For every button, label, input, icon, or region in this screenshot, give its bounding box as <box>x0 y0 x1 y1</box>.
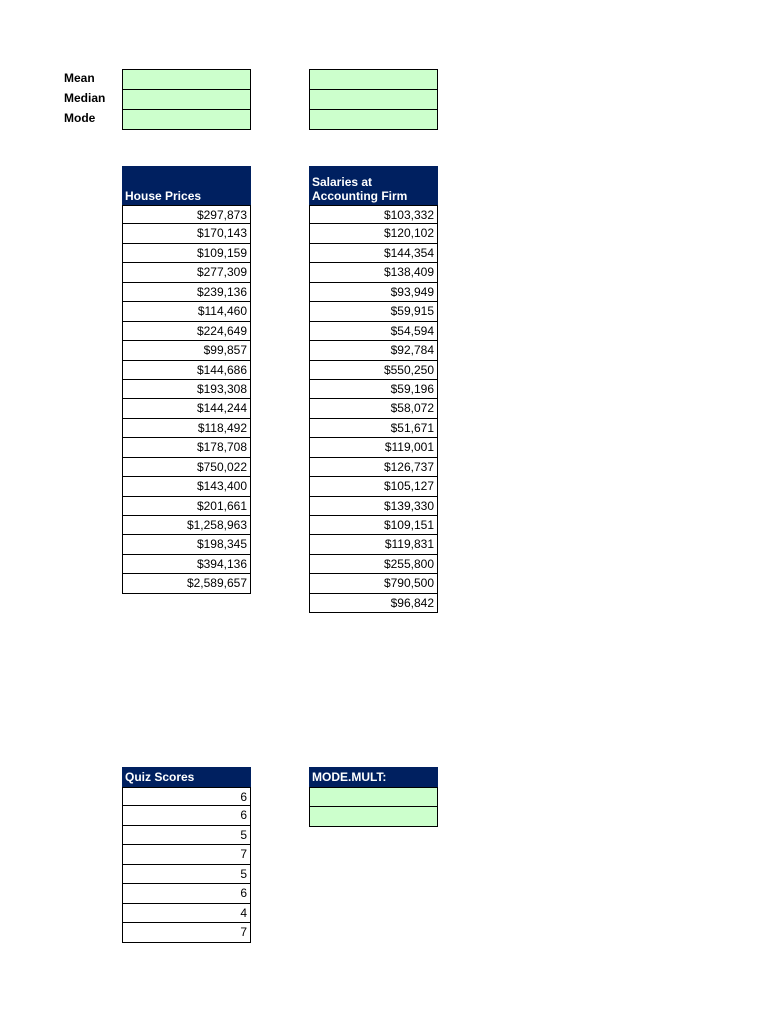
house-price-cell[interactable]: $394,136 <box>122 555 251 574</box>
salary-cell[interactable]: $119,001 <box>309 438 438 457</box>
salary-cell[interactable]: $139,330 <box>309 497 438 516</box>
house-price-cell[interactable]: $118,492 <box>122 419 251 438</box>
house-price-cell[interactable]: $143,400 <box>122 477 251 496</box>
house-price-cell[interactable]: $277,309 <box>122 263 251 282</box>
salary-cell[interactable]: $144,354 <box>309 244 438 263</box>
house-price-cell[interactable]: $1,258,963 <box>122 516 251 535</box>
house-price-cell[interactable]: $750,022 <box>122 458 251 477</box>
house-price-cell[interactable]: $2,589,657 <box>122 574 251 593</box>
house-price-cell[interactable]: $178,708 <box>122 438 251 457</box>
quiz-scores-header: Quiz Scores <box>122 767 251 787</box>
salaries-header-text: Salaries at Accounting Firm <box>312 175 408 203</box>
salaries-list <box>309 205 438 613</box>
house-price-cell[interactable]: $297,873 <box>122 205 251 224</box>
salary-cell[interactable]: $550,250 <box>309 361 438 380</box>
house-price-cell[interactable]: $193,308 <box>122 380 251 399</box>
mean-label: Mean <box>64 71 95 85</box>
salary-cell[interactable]: $59,915 <box>309 302 438 321</box>
quiz-scores-list <box>122 787 251 943</box>
salary-cell[interactable]: $51,671 <box>309 419 438 438</box>
house-prices-list <box>122 205 251 594</box>
house-price-cell[interactable]: $198,345 <box>122 535 251 554</box>
salary-cell[interactable]: $255,800 <box>309 555 438 574</box>
house-median-cell[interactable] <box>122 89 251 110</box>
house-price-cell[interactable]: $239,136 <box>122 283 251 302</box>
mode-mult-header: MODE.MULT: <box>309 767 438 787</box>
salary-cell[interactable]: $92,784 <box>309 341 438 360</box>
quiz-score-cell[interactable]: 7 <box>122 923 251 942</box>
quiz-score-cell[interactable]: 6 <box>122 884 251 903</box>
salary-cell[interactable]: $138,409 <box>309 263 438 282</box>
quiz-score-cell[interactable]: 6 <box>122 806 251 825</box>
salary-cell[interactable]: $96,842 <box>309 594 438 613</box>
salary-cell[interactable]: $790,500 <box>309 574 438 593</box>
quiz-score-cell[interactable]: 5 <box>122 865 251 884</box>
quiz-score-cell[interactable]: 7 <box>122 845 251 864</box>
mode-mult-cell-1[interactable] <box>309 787 438 808</box>
house-price-cell[interactable]: $109,159 <box>122 244 251 263</box>
mode-mult-cell-2[interactable] <box>309 806 438 827</box>
house-price-cell[interactable]: $170,143 <box>122 224 251 243</box>
house-price-cell[interactable]: $144,244 <box>122 399 251 418</box>
salary-cell[interactable]: $120,102 <box>309 224 438 243</box>
salary-mode-cell[interactable] <box>309 109 438 130</box>
salary-cell[interactable]: $54,594 <box>309 322 438 341</box>
salary-cell[interactable]: $126,737 <box>309 458 438 477</box>
median-label: Median <box>64 91 106 105</box>
salary-cell[interactable]: $93,949 <box>309 283 438 302</box>
house-price-cell[interactable]: $201,661 <box>122 497 251 516</box>
salary-cell[interactable]: $58,072 <box>309 399 438 418</box>
salary-cell[interactable]: $59,196 <box>309 380 438 399</box>
quiz-score-cell[interactable]: 6 <box>122 787 251 806</box>
house-mean-cell[interactable] <box>122 69 251 90</box>
salary-cell[interactable]: $119,831 <box>309 535 438 554</box>
house-mode-cell[interactable] <box>122 109 251 130</box>
salary-cell[interactable]: $103,332 <box>309 205 438 224</box>
house-prices-header <box>122 166 251 206</box>
mode-label: Mode <box>64 111 96 125</box>
house-price-cell[interactable]: $144,686 <box>122 361 251 380</box>
quiz-score-cell[interactable]: 4 <box>122 904 251 923</box>
salary-median-cell[interactable] <box>309 89 438 110</box>
salaries-header <box>309 166 438 206</box>
quiz-score-cell[interactable]: 5 <box>122 826 251 845</box>
house-price-cell[interactable]: $114,460 <box>122 302 251 321</box>
salary-cell[interactable]: $109,151 <box>309 516 438 535</box>
house-prices-header-text: House Prices <box>125 189 202 203</box>
salary-mean-cell[interactable] <box>309 69 438 90</box>
house-price-cell[interactable]: $224,649 <box>122 322 251 341</box>
salary-cell[interactable]: $105,127 <box>309 477 438 496</box>
house-price-cell[interactable]: $99,857 <box>122 341 251 360</box>
